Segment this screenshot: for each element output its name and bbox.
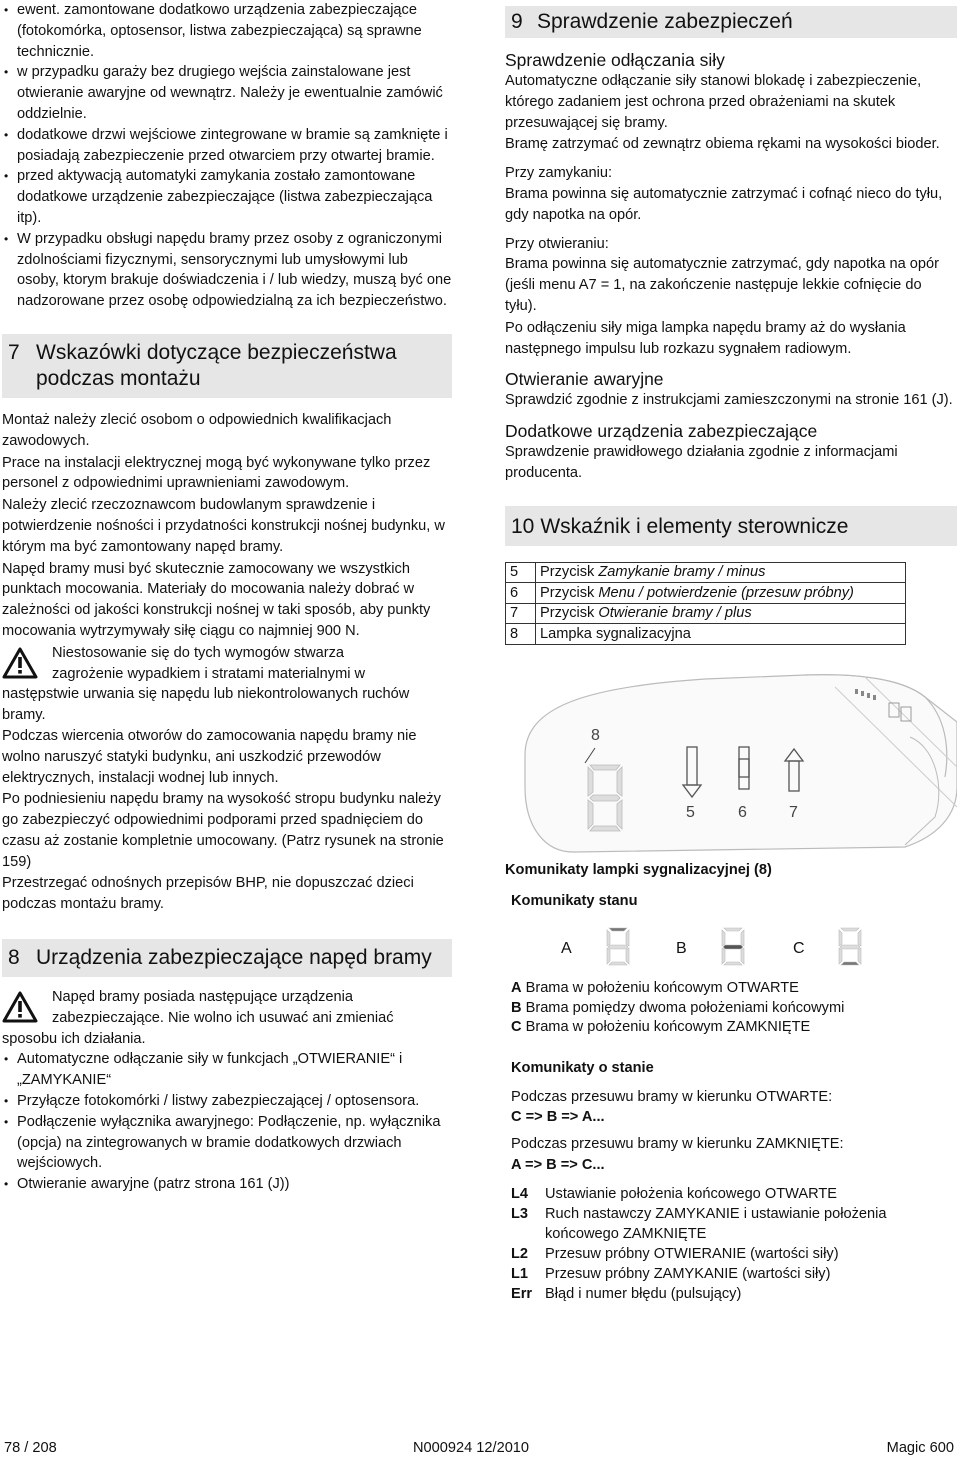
close-direction: Podczas przesuwu bramy w kierunku ZAMKNIĘTE:: [511, 1136, 844, 1153]
cell-italic: Menu / potwierdzenie (przesuw próbny): [598, 584, 854, 601]
codes-table: [511, 1184, 951, 1304]
list-item: • Przyłącze fotokomórki / listwy zabezpieczającej / optosensora.: [2, 1091, 452, 1112]
cell-text: Przycisk: [540, 584, 599, 601]
document-code: N000924 12/2010: [413, 1440, 530, 1456]
section-title: Wskaźnik i elementy sterownicze: [540, 514, 849, 538]
list-item: • Automatyczne odłączanie siły w funkcjach „OTWIERANIE“ i „ZAMYKANIE“: [2, 1049, 452, 1091]
list-item: • Podłączenie wyłącznika awaryjnego: Podłączenie, np. wyłącznika (opcja) na zintegrowanych w bramie dodatkowych drzwiach wejściowych.: [2, 1112, 452, 1174]
section-8-body: [2, 987, 452, 1195]
code-key: L3: [511, 1205, 529, 1222]
section-number: 7: [8, 340, 20, 364]
state-heading: Komunikaty stanu: [511, 892, 638, 909]
paragraph: Sprawdzić zgodnie z instrukcjami zamieszczonymi na stronie 161 (J).: [505, 392, 953, 409]
table-row: [506, 603, 906, 624]
open-sequence: C => B => A...: [511, 1109, 605, 1126]
section-title: Sprawdzenie zabezpieczeń: [537, 10, 793, 33]
figure-label-6: 6: [738, 803, 747, 821]
display-state-a-icon: [607, 928, 629, 965]
table-row: [511, 1284, 951, 1304]
table-cell: [536, 583, 906, 604]
table-cell: 6: [506, 583, 536, 604]
warning-block: [2, 987, 452, 1049]
table-cell: 5: [506, 562, 536, 583]
section-7-heading: [2, 334, 452, 398]
cell-italic: Otwieranie bramy / plus: [598, 605, 752, 621]
code-text: Błąd i numer błędu (pulsujący): [545, 1285, 742, 1302]
paragraph: Napęd bramy musi być skutecznie zamocowany we wszystkich punktach mocowania. Materiały do mocowania należy dobrać w zależności od jakości konstrukcji nośnej w taki sposób, aby punkty mocowania wytrzymywały siłę ciągu co najmniej 900 N.: [2, 560, 431, 639]
warning-rest: sposobu ich działania.: [2, 1030, 146, 1047]
code-text: Przesuw próbny ZAMYKANIE (wartości siły): [545, 1265, 831, 1282]
cell-italic: Zamykanie bramy / minus: [598, 564, 766, 580]
warning-rest: następstwie urwania się napędu lub niekontrolowanych ruchów bramy.: [2, 686, 410, 724]
table-cell: [536, 603, 906, 624]
left-column: [2, 0, 452, 1195]
code-key: Err: [511, 1285, 533, 1302]
state-key: A: [511, 980, 522, 997]
paragraph: Przestrzegać odnośnych przepisów BHP, nie dopuszczać dzieci podczas montażu bramy.: [2, 875, 414, 913]
state-text: Brama w położeniu końcowym OTWARTE: [521, 980, 799, 997]
table-cell: 8: [506, 624, 536, 645]
table-row: [511, 1204, 951, 1244]
section-7-body: [2, 410, 452, 915]
section-number: 8: [8, 946, 20, 970]
warning-block: [2, 643, 452, 726]
figure-label-8: 8: [591, 726, 600, 744]
paragraph: Po podniesieniu napędu bramy na wysokość stropu budynku należy go zabezpieczyć odpowiednimi podporami przed spadnięciem do czasu aż zostanie kompletnie umocowany. (Patrz rysunek na stronie 159): [2, 791, 444, 870]
code-text: Przesuw próbny OTWIERANIE (wartości siły): [545, 1245, 839, 1262]
list-item: • Otwieranie awaryjne (patrz strona 161 (J)): [2, 1174, 452, 1195]
table-row: [511, 1244, 951, 1264]
paragraph: Automatyczne odłączanie siły stanowi blokadę i zabezpieczenie, którego zadaniem jest ochrona przed obrażeniami na skutek przesuwającej się bramy.: [505, 73, 922, 131]
table-row: [506, 624, 906, 645]
state-legend: [505, 979, 957, 1038]
table-cell: [536, 562, 906, 583]
cell-text: Przycisk: [540, 605, 599, 621]
state-key: B: [511, 999, 522, 1016]
subheading: Sprawdzenie odłączania siły: [505, 50, 725, 70]
table-row: [511, 1184, 951, 1204]
warning-line: zagrożenie wypadkiem i stratami materialnymi w: [52, 665, 366, 682]
list-item: • W przypadku obsługi napędu bramy przez osoby z ograniczonymi zdolnościami fizycznymi, sensorycznymi lub umysłowymi lub osoby, ktorym brakuje doświadczenia i / lub wiedzy, muszą być one nadzorowane przez osobę odpowiedzialną za ich bezpieczeństwo.: [2, 229, 452, 312]
code-key: L1: [511, 1265, 529, 1282]
table-row: [511, 1264, 951, 1284]
section-number: 10: [511, 514, 535, 538]
table-row: [506, 583, 906, 604]
section-9-heading: [505, 6, 957, 38]
paragraph: Sprawdzenie prawidłowego działania zgodnie z informacjami producenta.: [505, 444, 898, 481]
cell-text: Lampka sygnalizacyjna: [540, 625, 691, 642]
section-8-heading: [2, 939, 452, 977]
page-number: 78 / 208: [4, 1440, 57, 1456]
state-line: [511, 979, 957, 999]
warning-line: Niestosowanie się do tych wymogów stwarza: [52, 644, 344, 661]
label: Przy zamykaniu:: [505, 165, 613, 182]
figure-label-7: 7: [789, 803, 798, 821]
list-item: • przed aktywacją automatyki zamykania zostało zamontowane dodatkowe urządzenie zabezpieczające (listwa zabezpieczająca itp).: [2, 166, 452, 228]
state-label-a: A: [561, 940, 572, 958]
state-key: C: [511, 1019, 522, 1036]
state-line: [511, 999, 957, 1019]
right-column: [505, 0, 957, 1304]
state-text: Brama w położeniu końcowym ZAMKNIĘTE: [521, 1019, 811, 1036]
table-cell: 7: [506, 603, 536, 624]
messages-heading: Komunikaty o stanie: [511, 1059, 654, 1076]
controls-table: [505, 562, 906, 645]
safety-devices-list: [2, 1049, 452, 1195]
state-indicators: [505, 923, 957, 969]
list-item: • w przypadku garaży bez drugiego wejścia zainstalowane jest otwieranie awaryjne od wewnątrz. Należy je ewentualnie zamówić oddzielnie.: [2, 62, 452, 124]
paragraph: Należy zlecić rzeczoznawcom budowlanym sprawdzenie i potwierdzenie nośności i przydatności konstrukcji nośnej budynku, w którym ma być zamontowany napęd bramy.: [2, 497, 445, 555]
section-title: Urządzenia zabezpieczające napęd bramy: [36, 946, 432, 970]
list-item: • dodatkowe drzwi wejściowe zintegrowane w bramie są zamknięte i posiadają zabezpieczenie przed otwarciem przy otwartej bramie.: [2, 125, 452, 167]
control-panel-figure: [505, 667, 957, 862]
code-text: Ruch nastawczy ZAMYKANIE i ustawianie położenia końcowego ZAMKNIĘTE: [545, 1205, 887, 1242]
label: Przy otwieraniu:: [505, 235, 609, 252]
list-item: • ewent. zamontowane dodatkowo urządzenia zabezpieczające (fotokomórka, optosensor, listwa zabezpieczająca) są sprawne technicznie.: [2, 0, 452, 62]
display-state-c-icon: [839, 928, 861, 965]
paragraph: Brama powinna się automatycznie zatrzymać, gdy napotka na opór (jeśli menu A7 = 1, na zakończenie następuje lekkie cofnięcie do tyłu).: [505, 256, 939, 314]
figure-label-5: 5: [686, 803, 695, 821]
warning-line: zabezpieczające. Nie wolno ich usuwać ani zmieniać: [52, 1009, 394, 1026]
paragraph: Po odłączeniu siły miga lampka napędu bramy aż do wysłania następnego impulsu lub rozkazu sygnałem radiowym.: [505, 319, 906, 357]
paragraph: Podczas wiercenia otworów do zamocowania napędu bramy nie wolno naruszyć statyki budynku, ani uszkodzić przewodów elektrycznych, instalacji wodnej lub innych.: [2, 727, 417, 786]
code-key: L2: [511, 1245, 529, 1262]
state-line: [511, 1018, 957, 1038]
paragraph: Montaż należy zlecić osobom o odpowiednich kwalifikacjach zawodowych.: [2, 411, 392, 449]
paragraph: Brama powinna się automatycznie zatrzymać i cofnąć nieco do tyłu, gdy napotka na opór.: [505, 185, 943, 223]
open-direction: Podczas przesuwu bramy w kierunku OTWARTE:: [511, 1088, 833, 1105]
subheading: Otwieranie awaryjne: [505, 369, 664, 390]
state-label-c: C: [793, 940, 805, 958]
close-sequence: A => B => C...: [511, 1157, 605, 1174]
section-number: 9: [511, 10, 523, 33]
table-row: [506, 562, 906, 583]
lamp-heading: Komunikaty lampki sygnalizacyjnej (8): [505, 861, 772, 878]
warning-line: Napęd bramy posiada następujące urządzenia: [52, 989, 353, 1006]
code-text: Ustawianie położenia końcowego OTWARTE: [545, 1185, 838, 1202]
safety-bullets-top: [2, 0, 452, 312]
cell-text: Przycisk: [540, 564, 599, 580]
state-label-b: B: [676, 940, 687, 958]
section-9-body: [505, 50, 957, 484]
section-10-heading: [505, 506, 957, 546]
display-state-b-icon: [722, 928, 744, 965]
paragraph: Prace na instalacji elektrycznej mogą być wykonywane tylko przez personel z odpowiednimi uprawnieniami zawodowym.: [2, 454, 431, 492]
paragraph: Bramę zatrzymać od zewnątrz obiema rękami na wysokości bioder.: [505, 136, 940, 153]
subheading: Dodatkowe urządzenia zabezpieczające: [505, 421, 818, 442]
table-cell: [536, 624, 906, 645]
warning-triangle-icon: [2, 991, 38, 1023]
code-key: L4: [511, 1185, 529, 1202]
state-text: Brama pomiędzy dwoma położeniami końcowymi: [521, 999, 845, 1016]
section-title: Wskazówki dotyczące bezpieczeństwa podczas montażu: [36, 340, 397, 390]
warning-triangle-icon: [2, 647, 38, 679]
product-name: Magic 600: [886, 1440, 954, 1456]
